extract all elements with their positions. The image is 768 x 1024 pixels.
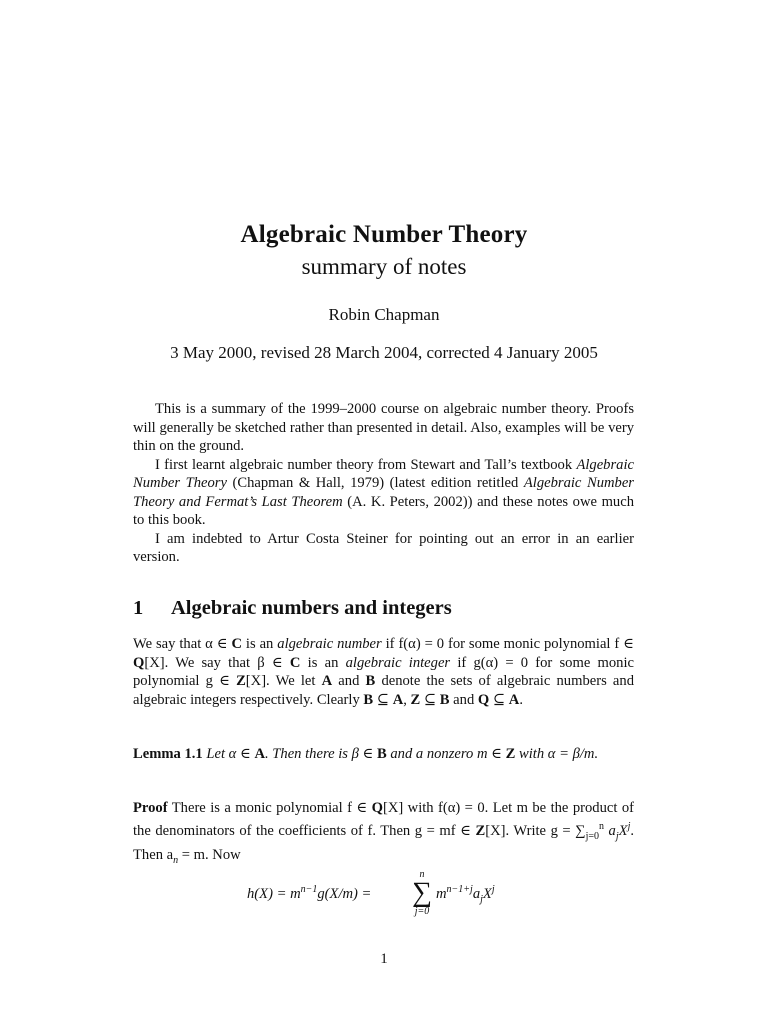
equation-rhs [436,884,495,905]
proof [133,799,634,870]
text-span: . [519,691,523,708]
text-span: X [618,822,628,839]
math-symbol: Z [505,746,516,762]
text-span: if f(α) = 0 for some monic polynomial f ∈ [381,636,634,652]
subscript: n [173,854,179,866]
sum-upper-limit: n [599,820,605,832]
proof-paragraph [133,799,634,870]
text-span: [X] with f(α) = 0. Let m be the product of the denominators of the coefficients of f. Then g = mf ∈ [133,800,634,839]
subscript: j [615,830,619,842]
math-symbol: A [508,691,520,708]
superscript: j [491,884,495,895]
text-span: a [472,885,481,902]
section-paragraph [133,635,634,709]
math-symbol: A [254,746,265,762]
term: algebraic number [277,636,382,652]
math-symbol: B [363,691,374,708]
text-span: ⊆ [373,691,393,708]
text-span: , [403,691,411,708]
sum-upper-limit: n [419,869,425,880]
text-span: [X]. We let [245,673,322,689]
text-span: X [482,885,492,902]
text-span: [X]. Write g = ∑ [485,822,586,839]
math-symbol: B [365,673,376,689]
abstract [133,400,634,567]
math-symbol: Z [236,673,246,689]
page-subtitle: summary of notes [301,254,467,279]
text-span: . Then there is β ∈ [264,746,377,762]
abstract-paragraph-3: I am indebted to Artur Costa Steiner for pointing out an error in an earlier version. [133,530,634,565]
page-title: Algebraic Number Theory [240,221,528,248]
text-span: and [332,673,366,689]
equation-lhs [247,884,371,903]
author: Robin Chapman [328,305,440,324]
text-span: denote the sets of algebraic numbers and algebraic integers respectively. Clearly [133,673,634,708]
math-symbol: A [392,691,404,708]
display-equation [0,870,768,920]
text-span: I first learnt algebraic number theory from Stewart and Tall’s textbook [155,456,577,473]
math-symbol: C [289,654,301,671]
superscript: n−1+j [446,884,473,895]
text-span: g(X/m) = [317,885,372,902]
proof-label: Proof [133,800,168,816]
page-number: 1 [380,951,388,967]
math-symbol: Z [475,822,486,839]
subscript: j [480,893,483,905]
text-span: [X]. We say that β ∈ [144,654,290,671]
text-span: There is a monic polynomial f ∈ [167,800,372,816]
sum-lower-limit: j=0 [585,830,600,842]
text-span: and a nonzero m ∈ [386,746,506,762]
text-span: We say that α ∈ [133,636,232,652]
text-span: ⊆ [420,691,440,708]
text-span: is an [242,636,278,652]
term: algebraic integer [345,654,451,671]
lemma [133,745,634,764]
title-block [0,218,768,282]
text-span: = m. Now [178,846,241,863]
abstract-paragraph-2 [133,456,634,530]
book-title: Algebraic Number Theory [133,456,634,491]
math-symbol: A [321,673,333,689]
text-span: h(X) = m [247,885,301,902]
math-symbol: Q [371,800,383,816]
book-title: Algebraic Number Theory and Fermat’s Last Theorem [133,475,634,510]
text-span: . Then a [133,822,634,863]
text-span: a [604,822,616,839]
date-line: 3 May 2000, revised 28 March 2004, corrected 4 January 2005 [170,343,598,362]
section-title: Algebraic numbers and integers [171,597,452,619]
text-span: ⊆ [489,691,509,708]
math-symbol: Q [133,654,145,671]
text-span: (Chapman & Hall, 1979) (latest edition retitled [226,475,524,491]
sum-sign: ∑ [412,877,432,908]
text-span: m [436,885,447,902]
section-heading [133,594,452,622]
superscript: n−1 [300,884,318,895]
lemma-label: Lemma 1.1 [133,746,203,762]
section-number: 1 [133,597,144,619]
math-symbol: B [376,746,387,762]
section-body [133,635,634,709]
text-span: with α = β/m. [515,746,599,762]
text-span: Let α ∈ [202,746,255,762]
sum-lower-limit: j=0 [414,906,430,917]
abstract-paragraph-1: This is a summary of the 1999–2000 course on algebraic number theory. Proofs will generally be sketched rather than presented in detail. Also, examples will be very thin on the ground. [133,401,634,454]
summation [411,870,433,918]
text-span: (A. K. Peters, 2002)) and these notes owe much to this book. [133,493,635,528]
math-symbol: Z [410,691,421,708]
superscript: j [627,820,631,832]
text-span: if g(α) = 0 for some monic polynomial g ∈ [133,654,634,689]
lemma-statement [133,745,634,764]
math-symbol: Q [477,691,490,708]
text-span: and [449,691,478,708]
math-symbol: C [231,636,242,652]
math-symbol: B [439,691,450,708]
text-span: is an [300,654,346,671]
